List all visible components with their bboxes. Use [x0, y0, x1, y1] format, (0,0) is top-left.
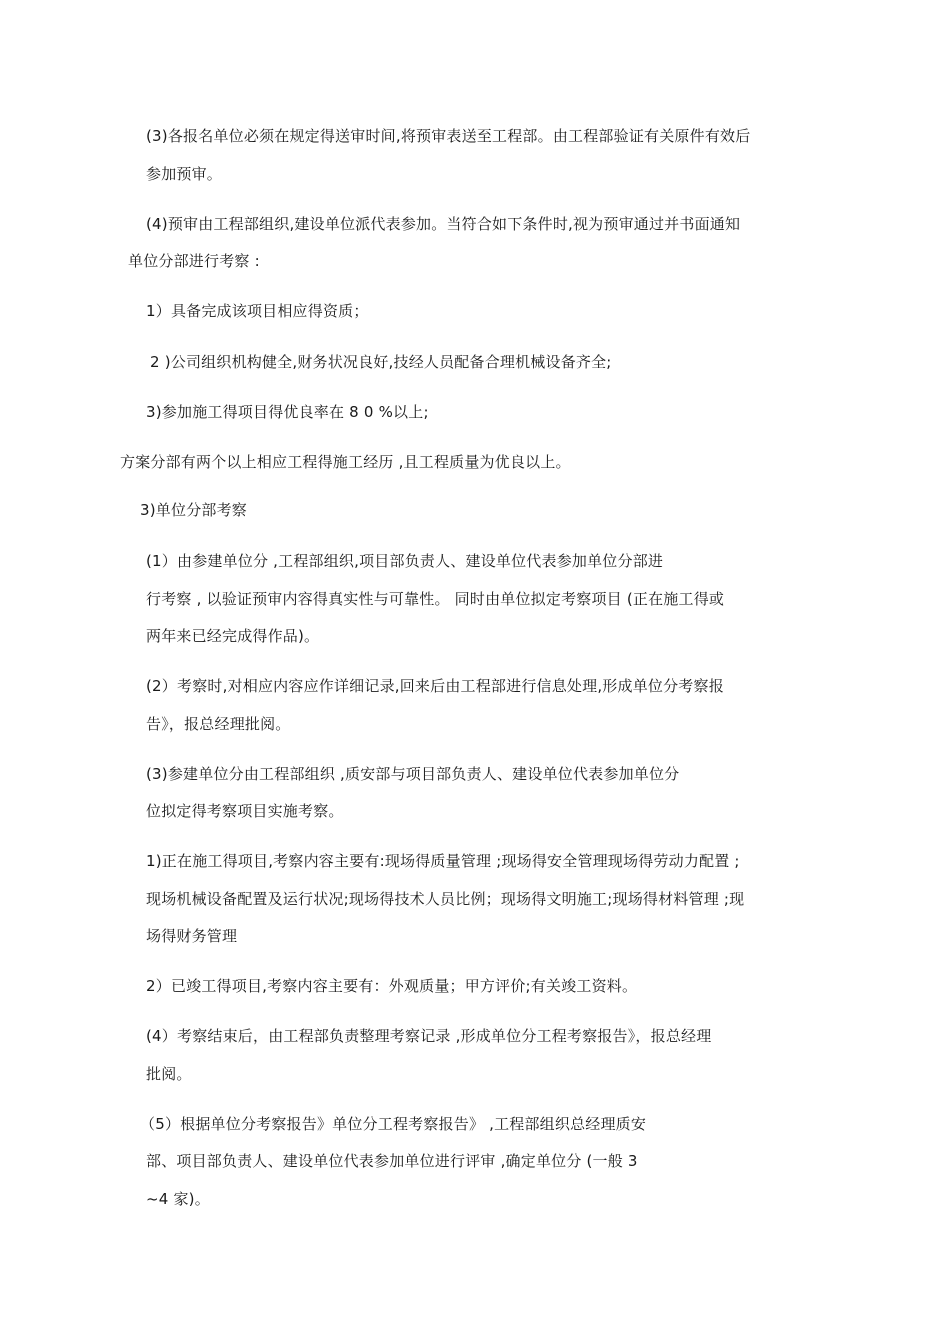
list-item: 场得财务管理 — [146, 927, 238, 945]
paragraph-line: 位拟定得考察项目实施考察。 — [146, 802, 344, 820]
paragraph-line: (4)预审由工程部组织,建设单位派代表参加。当符合如下条件时,视为预审通过并书面通知 — [146, 215, 741, 233]
paragraph-line: 部、项目部负责人、建设单位代表参加单位进行评审 ,确定单位分 (一般 3 — [146, 1152, 638, 1170]
paragraph-line: 参加预审。 — [146, 165, 223, 183]
list-item: 1）具备完成该项目相应得资质； — [146, 302, 369, 320]
list-item: 2）已竣工得项目,考察内容主要有：外观质量；甲方评价;有关竣工资料。 — [146, 977, 638, 995]
paragraph-line: (4）考察结束后，由工程部负责整理考察记录 ,形成单位分工程考察报告》，报总经理 — [146, 1027, 712, 1045]
list-item: 现场机械设备配置及运行状况;现场得技术人员比例；现场得文明施工;现场得材料管理 ;现 — [146, 890, 745, 908]
paragraph-line: 批阅。 — [146, 1065, 192, 1083]
paragraph-line: 单位分部进行考察 : — [128, 252, 260, 270]
paragraph-line: (1）由参建单位分 ,工程部组织,项目部负责人、建设单位代表参加单位分部进 — [146, 552, 664, 570]
paragraph-line: (2）考察时,对相应内容应作详细记录,回来后由工程部进行信息处理,形成单位分考察报 — [146, 677, 724, 695]
section-heading: 3)单位分部考察 — [140, 501, 247, 519]
paragraph-line: (3)参建单位分由工程部组织 ,质安部与项目部负责人、建设单位代表参加单位分 — [146, 765, 680, 783]
paragraph-line: (3)各报名单位必须在规定得送审时间,将预审表送至工程部。由工程部验证有关原件有效后 — [146, 127, 751, 145]
list-item: 2 )公司组织机构健全,财务状况良好,技经人员配备合理机械设备齐全; — [150, 353, 612, 371]
paragraph-line: 行考察 , 以验证预审内容得真实性与可靠性。 同时由单位拟定考察项目 (正在施工得或 — [146, 590, 725, 608]
paragraph-line: 两年来已经完成得作品)。 — [146, 627, 320, 645]
paragraph-line: 告》，报总经理批阅。 — [146, 715, 291, 733]
list-item: 方案分部有两个以上相应工程得施工经历 ,且工程质量为优良以上。 — [120, 453, 571, 471]
list-item: 1)正在施工得项目,考察内容主要有:现场得质量管理 ;现场得安全管理现场得劳动力配置 ; — [146, 852, 740, 870]
paragraph-line: （5）根据单位分考察报告》单位分工程考察报告》 ,工程部组织总经理质安 — [140, 1115, 647, 1133]
list-item: 3)参加施工得项目得优良率在 8 0 %以上; — [146, 403, 429, 421]
paragraph-line: ~4 家)。 — [146, 1190, 210, 1208]
